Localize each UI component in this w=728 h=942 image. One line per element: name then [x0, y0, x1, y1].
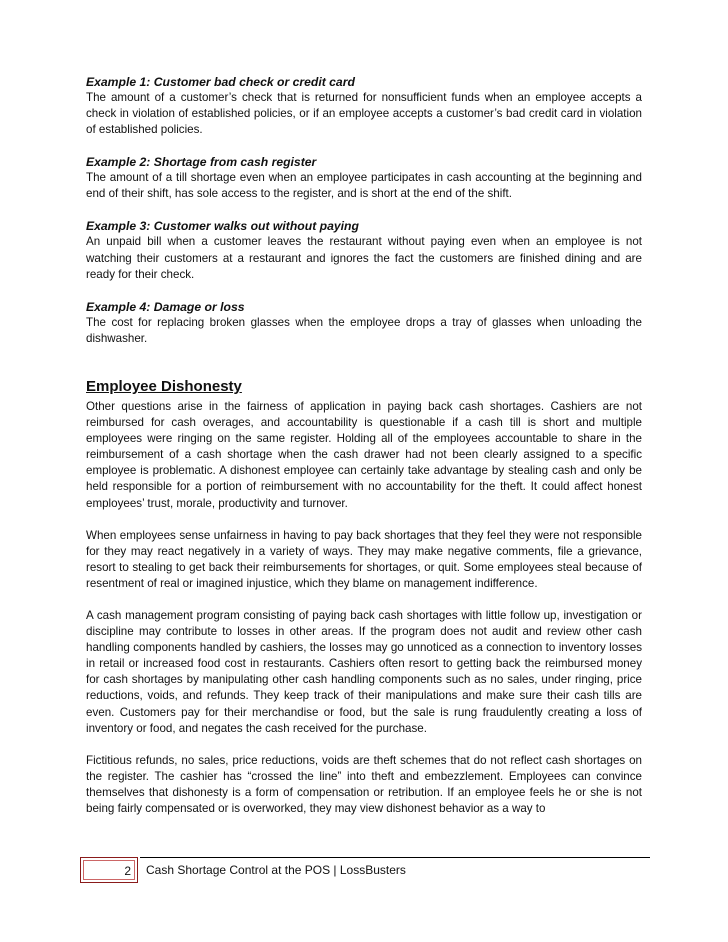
- example-1: [86, 74, 642, 138]
- body-paragraph: When employees sense unfairness in having to pay back shortages that they feel they were not responsible for they may react negatively in a variety of ways. They may make negative comments, file a grievance, resort to stealing to get back their reimbursements for shortages, or quit. Some employees steal because of resentment of real or imagined injustice, which they blame on management indifference.: [86, 528, 642, 590]
- document-page: [86, 74, 642, 833]
- example-3: [86, 218, 642, 282]
- example-title: Example 3: Customer walks out without paying: [86, 219, 359, 234]
- example-text: The amount of a till shortage even when an employee participates in cash accounting at the beginning and end of their shift, has sole access to the register, and is short at the end of the shift.: [86, 171, 642, 201]
- page-number-box: [80, 857, 138, 883]
- example-text: The cost for replacing broken glasses when the employee drops a tray of glasses when unloading the dishwasher.: [86, 315, 642, 345]
- example-title: Example 1: Customer bad check or credit card: [86, 75, 355, 89]
- footer-rule: [140, 857, 650, 858]
- example-title: Example 4: Damage or loss: [86, 299, 245, 314]
- example-text: An unpaid bill when a customer leaves the restaurant without paying even when an employee is not watching their customers at a restaurant and ignores the fact the customers are finished dining and are ready for their check.: [86, 235, 642, 281]
- body-paragraph: Fictitious refunds, no sales, price reductions, voids are theft schemes that do not reflect cash shortages on the register. The cashier has “crossed the line” into theft and embezzlement. Employees can convince themselves that dishonesty is a form of compensation or retribution. If an employee feels he or she is not being fairly compensated or is overworked, they may view dishonest behavior as a way to: [86, 753, 642, 815]
- body-paragraph: A cash management program consisting of paying back cash shortages with little follow up, investigation or discipline may contribute to losses in other areas. If the program does not audit and review other cash handling components handled by cashiers, the losses may go unnoticed as a connection to inventory losses in retail or increased food cost in restaurants. Cashiers often resort to getting back the reimbursed money for cash shortages by manipulating other cash handling components such as no sales, under ringing, price reductions, voids, and refunds. They keep track of their manipulations and make sure their cash tills are even. Customers pay for their merchandise or food, but the sale is rung fraudulently creating a loss of inventory or food, and negates the cash received for the purchase.: [86, 608, 642, 735]
- example-text: The amount of a customer’s check that is returned for nonsufficient funds when an employee accepts a check in violation of established policies, or if an employee accepts a customer’s bad credit card in violation of established policies.: [86, 91, 642, 137]
- body-paragraph: Other questions arise in the fairness of application in paying back cash shortages. Cashiers are not reimbursed for cash overages, and accountability is questionable if a cash till is short and multiple employees were ringing on the same register. Holding all of the employees accountable to share in the reimbursement of a cash shortage when the cash drawer had not been clearly assigned to a specific employee is problematic. A dishonest employee can certainly take advantage by stealing cash and only be held responsible for a portion of reimbursement with no accountability for the theft. It could affect honest employees’ trust, morale, productivity and turnover.: [86, 399, 642, 510]
- example-2: [86, 154, 642, 202]
- page-footer: [80, 857, 650, 885]
- footer-text: Cash Shortage Control at the POS | LossBusters: [146, 863, 406, 877]
- page-number: 2: [124, 864, 131, 878]
- section-heading: Employee Dishonesty: [86, 377, 242, 395]
- example-4: [86, 299, 642, 347]
- example-title: Example 2: Shortage from cash register: [86, 155, 317, 170]
